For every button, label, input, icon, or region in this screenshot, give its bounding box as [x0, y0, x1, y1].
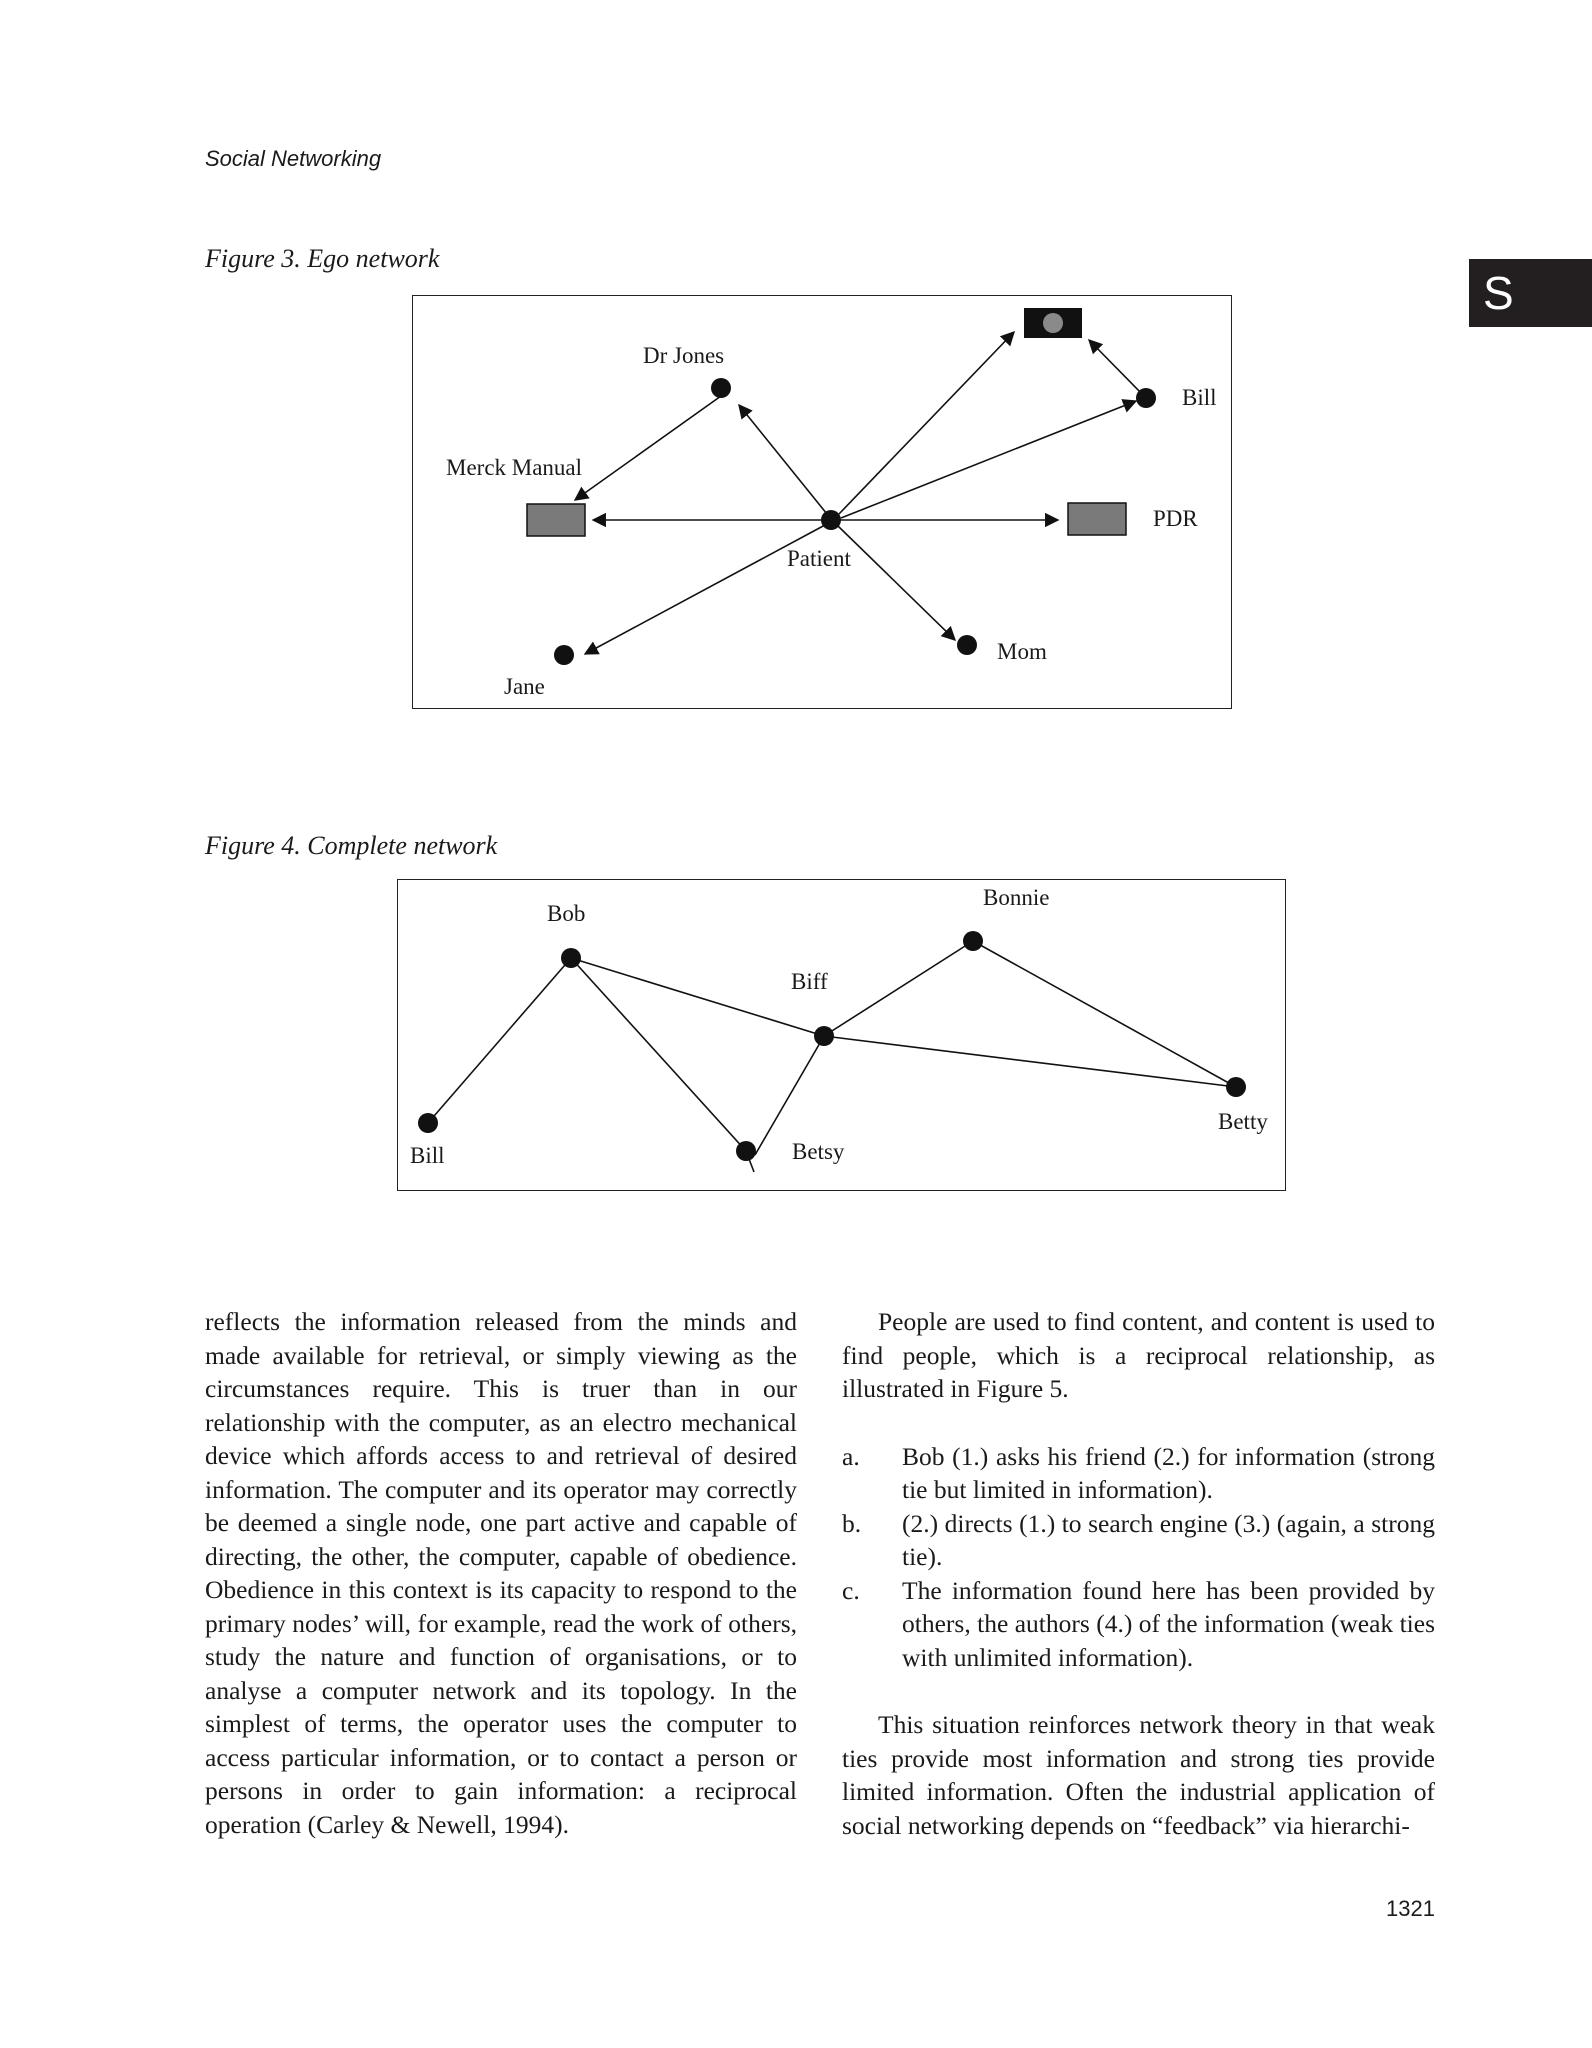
- node-biff: [814, 1026, 834, 1046]
- edge-bonnie-betty: [973, 941, 1236, 1087]
- list-item: [842, 1574, 1435, 1675]
- ego-network-diagram: [413, 296, 1233, 710]
- list-text: Bob (1.) asks his friend (2.) for information (strong tie but limited in information).: [902, 1441, 1435, 1504]
- page-number: 1321: [1386, 1896, 1435, 1921]
- right-column: [842, 1305, 1435, 1842]
- label-betty: Betty: [1218, 1109, 1268, 1134]
- edge-bill-computer: [1089, 340, 1146, 398]
- edge-bob-betsy: [571, 958, 746, 1151]
- left-paragraph: reflects the information released from the minds and made available for retrieval, or simply viewing as the circumstances require. This is truer than in our relationship with the computer, as an electro mechanical device which affords access to and retrieval of desired information. The computer and its operator may correctly be deemed a single node, one part active and capable of directing, the other, the computer, capable of obedience. Obedience in this context is its capacity to respond to the primary nodes’ will, for example, read the work of others, study the nature and function of organisations, or to analyse a computer network and its topology. In the simplest of terms, the operator uses the computer to access particular information, or to contact a person or persons in order to gain information: a reciprocal operation (Carley & Newell, 1994).: [205, 1307, 797, 1839]
- right-closing-paragraph: This situation reinforces network theory in that weak ties provide most information and strong ties provide limited information. Often the industrial application of social networking depends on “feedback” via hierarchi-: [842, 1710, 1435, 1840]
- figure-4-complete-network: [397, 879, 1286, 1191]
- label-bill: Bill: [1182, 385, 1217, 410]
- list-text: (2.) directs (1.) to search engine (3.) (again, a strong tie).: [902, 1508, 1435, 1571]
- list-item: [842, 1440, 1435, 1507]
- figure-4-caption: Figure 4. Complete network: [205, 831, 498, 860]
- node-pdr: [1068, 503, 1126, 535]
- list-marker: c.: [842, 1575, 860, 1605]
- node-dr-jones: [711, 378, 731, 398]
- edge-biff-bonnie: [824, 941, 973, 1036]
- label-mom: Mom: [997, 639, 1047, 664]
- list-text: The information found here has been provided by others, the authors (4.) of the information (weak ties with unlimited information).: [902, 1575, 1435, 1672]
- node-bonnie: [963, 931, 983, 951]
- node-bob: [561, 948, 581, 968]
- label-betsy: Betsy: [792, 1139, 845, 1164]
- right-intro-paragraph: People are used to find content, and content is used to find people, which is a reciprocal relationship, as illustrated in Figure 5.: [842, 1307, 1435, 1403]
- node-betsy: [736, 1141, 756, 1161]
- section-tab: S: [1469, 259, 1592, 327]
- edge-patient-computer: [839, 332, 1014, 514]
- edge-bill-bob: [428, 958, 571, 1123]
- edge-patient-bill: [841, 401, 1136, 518]
- node-merck-manual: [527, 504, 585, 536]
- label-biff: Biff: [791, 969, 828, 994]
- edge-dr-jones-merck: [575, 396, 721, 500]
- edge-patient-mom: [838, 526, 955, 640]
- label-patient: Patient: [787, 546, 851, 571]
- label-jane: Jane: [504, 674, 545, 699]
- left-column: [205, 1305, 797, 1841]
- edge-biff-betsy: [755, 1036, 824, 1155]
- edge-patient-dr-jones: [739, 405, 831, 519]
- list-marker: a.: [842, 1441, 860, 1471]
- label-bob: Bob: [547, 901, 586, 926]
- label-dr-jones: Dr Jones: [643, 343, 725, 368]
- edge-bob-biff: [571, 958, 824, 1036]
- node-betty: [1226, 1077, 1246, 1097]
- edge-patient-jane: [585, 525, 825, 654]
- computer-icon-dot: [1043, 313, 1063, 333]
- running-head: Social Networking: [205, 146, 382, 171]
- complete-network-diagram: [398, 880, 1287, 1192]
- list-item: [842, 1507, 1435, 1574]
- node-patient: [821, 510, 841, 530]
- figure-3-caption: Figure 3. Ego network: [205, 244, 440, 273]
- figure-3-ego-network: [412, 295, 1232, 709]
- label-merck-manual: Merck Manual: [446, 455, 583, 480]
- node-jane: [554, 645, 574, 665]
- label-bonnie: Bonnie: [983, 885, 1050, 910]
- node-mom: [957, 635, 977, 655]
- node-bill: [418, 1113, 438, 1133]
- edge-biff-betty: [824, 1036, 1236, 1087]
- label-pdr: PDR: [1153, 506, 1198, 531]
- label-bill: Bill: [410, 1143, 445, 1168]
- node-bill: [1136, 388, 1156, 408]
- list-marker: b.: [842, 1508, 862, 1538]
- steps-list: [842, 1440, 1435, 1675]
